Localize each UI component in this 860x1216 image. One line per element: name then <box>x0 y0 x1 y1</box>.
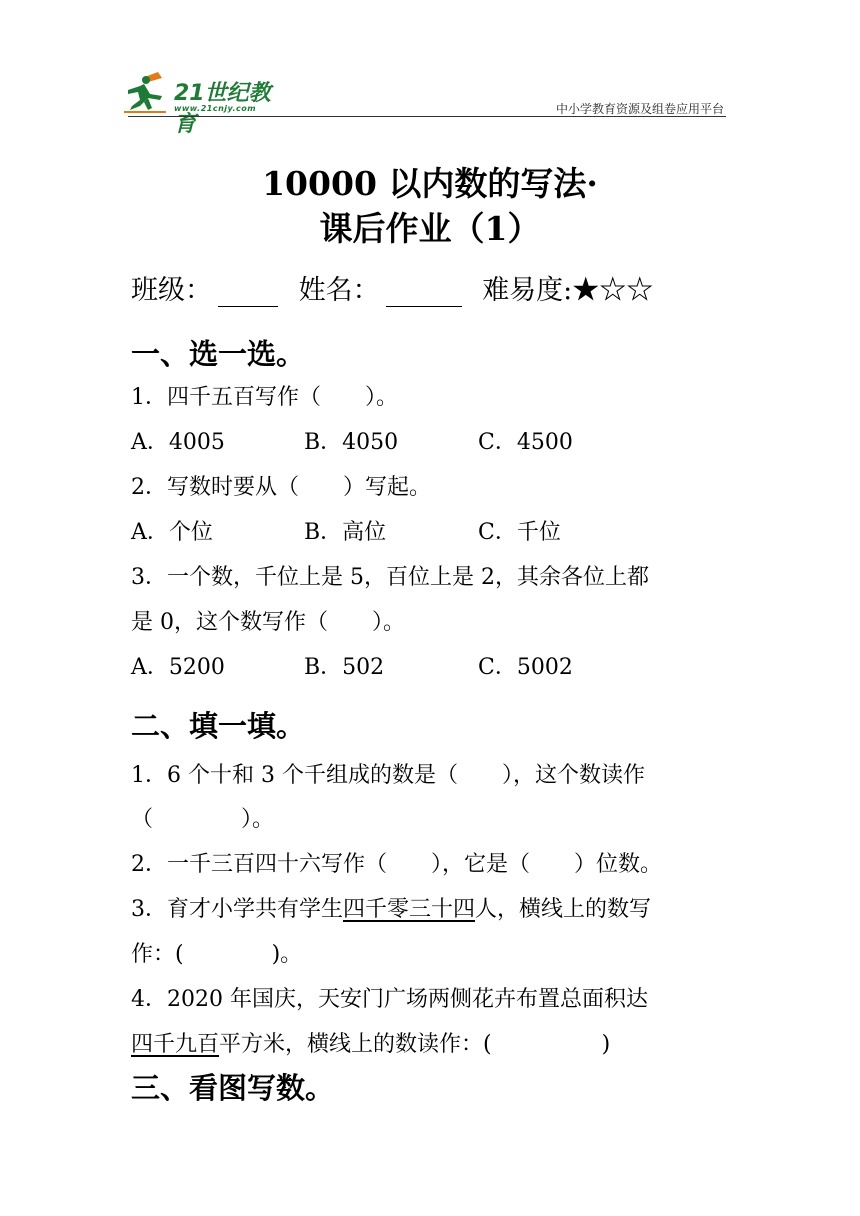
page-title: 10000 以内数的写法· <box>262 164 598 203</box>
s1-q2-option-b: B．高位 <box>304 520 387 545</box>
s1-q2-option-c: C．千位 <box>478 520 561 545</box>
s2-q1-text-line1: 1．6 个十和 3 个千组成的数是（ ），这个数读作 <box>131 763 645 788</box>
class-blank <box>218 280 278 307</box>
name-label: 姓名： <box>298 275 380 306</box>
logo-site: www.21cnjy.com <box>174 104 257 113</box>
s2-q4-post: 平方米，横线上的数读作：( ) <box>219 1032 611 1057</box>
s1-q3-text-line1: 3．一个数，千位上是 5，百位上是 2，其余各位上都 <box>131 565 649 590</box>
s1-q2-text: 2．写数时要从（ ）写起。 <box>131 475 431 500</box>
s1-q3-option-b: B．502 <box>304 655 385 680</box>
s1-q2-option-a: A．个位 <box>131 520 213 545</box>
class-label: 班级： <box>131 275 212 306</box>
name-blank <box>386 280 462 307</box>
s2-q2-text: 2．一千三百四十六写作（ ），它是（ ）位数。 <box>131 852 662 877</box>
s1-q1-option-b: B．4050 <box>304 430 399 455</box>
s2-q3-post: 人，横线上的数写 <box>475 897 652 922</box>
s1-q3-text-line2: 是 0，这个数写作（ ）。 <box>131 610 405 635</box>
section-1-heading: 一、选一选。 <box>131 337 306 371</box>
s1-q1-option-c: C．4500 <box>478 430 573 455</box>
s2-q3-underlined-number: 四千零三十四 <box>343 897 476 922</box>
section-3-heading: 三、看图写数。 <box>131 1071 335 1105</box>
s2-q3-text-line2: 作：( )。 <box>131 942 303 967</box>
header-divider <box>128 116 726 117</box>
s2-q3-pre: 3．育才小学共有学生 <box>131 897 343 922</box>
s1-q3-option-c: C．5002 <box>478 655 573 680</box>
s1-q1-text: 1．四千五百写作（ ）。 <box>131 385 398 410</box>
s2-q4-underlined-number: 四千九百 <box>131 1032 220 1057</box>
s2-q4-text-line2 <box>131 1027 610 1058</box>
s2-q1-text-line2: （ ）。 <box>131 807 275 832</box>
s2-q3-text-line1 <box>131 892 651 923</box>
section-2-heading: 二、填一填。 <box>131 709 306 743</box>
header-slogan: 中小学教育资源及组卷应用平台 <box>555 102 724 116</box>
logo <box>122 66 292 137</box>
logo-text: 21世纪教育 <box>174 81 271 137</box>
page-subtitle: 课后作业（1） <box>319 209 541 248</box>
info-row <box>131 268 653 307</box>
difficulty-label: 难易度: <box>482 275 573 306</box>
s1-q3-option-a: A．5200 <box>131 655 225 680</box>
s2-q4-text-line1: 4．2020 年国庆，天安门广场两侧花卉布置总面积达 <box>131 987 648 1012</box>
runner-icon <box>122 70 174 114</box>
s1-q1-option-a: A．4005 <box>131 430 225 455</box>
page-header <box>0 0 860 137</box>
difficulty-stars: ★☆☆ <box>572 275 654 306</box>
